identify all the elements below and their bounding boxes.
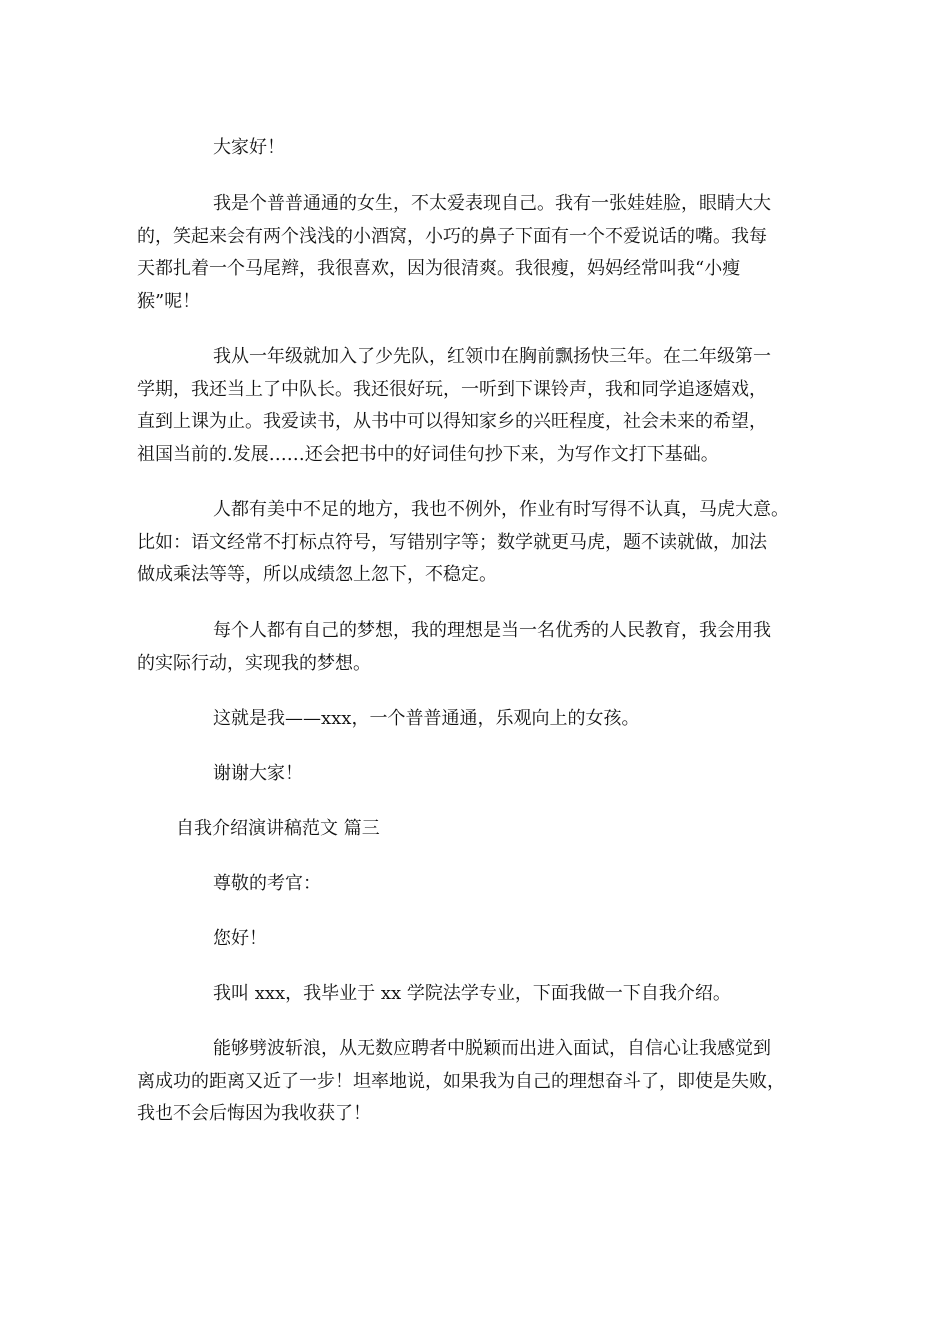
text-line: 的实际行动，实现我的梦想。	[137, 652, 371, 674]
text-line: 直到上课为止。我爱读书，从书中可以得知家乡的兴旺程度，社会未来的希望，	[137, 411, 767, 432]
text-line: 尊敬的考官：	[213, 873, 321, 894]
text-line: 人都有美中不足的地方，我也不例外，作业有时写得不认真，马虎大意。	[213, 499, 789, 520]
text-line: 每个人都有自己的梦想，我的理想是当一名优秀的人民教育，我会用我	[213, 620, 771, 641]
text-line: 我是个普普通通的女生，不太爱表现自己。我有一张娃娃脸，眼睛大大	[213, 193, 771, 214]
paragraph-appearance	[137, 188, 820, 318]
text-line: 这就是我——xxx，一个普普通通，乐观向上的女孩。	[213, 708, 640, 729]
paragraph-school-life	[137, 341, 820, 471]
paragraph-greeting	[137, 132, 820, 165]
paragraph-introduction	[137, 978, 820, 1011]
text-line: 能够劈波斩浪，从无数应聘者中脱颖而出进入面试，自信心让我感觉到	[213, 1038, 771, 1059]
paragraph-thanks	[137, 758, 820, 791]
paragraph-summary	[137, 703, 820, 736]
text-line: 的，笑起来会有两个浅浅的小酒窝，小巧的鼻子下面有一个不爱说话的嘴。我每	[137, 225, 767, 247]
text-line: 学期，我还当上了中队长。我还很好玩，一听到下课铃声，我和同学追逐嬉戏，	[137, 378, 767, 400]
text-line: 您好！	[213, 928, 267, 949]
text-line: 我叫 xxx，我毕业于 xx 学院法学专业，下面我做一下自我介绍。	[213, 983, 731, 1004]
text-line: 大家好！	[213, 137, 285, 158]
text-line: 我也不会后悔因为我收获了！	[137, 1103, 371, 1124]
paragraph-salutation	[137, 868, 820, 901]
paragraph-hello	[137, 923, 820, 956]
text-line: 我从一年级就加入了少先队，红领巾在胸前飘扬快三年。在二年级第一	[213, 346, 771, 367]
text-line: 谢谢大家！	[213, 763, 303, 784]
text-line: 比如：语文经常不打标点符号，写错别字等；数学就更马虎，题不读就做，加法	[137, 531, 767, 553]
paragraph-dream	[137, 615, 820, 680]
text-line: 猴”呢！	[137, 290, 201, 312]
paragraph-confidence	[137, 1033, 820, 1131]
text-line: 离成功的距离又近了一步！坦率地说，如果我为自己的理想奋斗了，即使是失败，	[137, 1070, 785, 1092]
text-line: 祖国当前的.发展……还会把书中的好词佳句抄下来，为写作文打下基础。	[137, 443, 719, 465]
section-heading: 自我介绍演讲稿范文 篇三	[176, 818, 380, 839]
text-line: 天都扎着一个马尾辫，我很喜欢，因为很清爽。我很瘦，妈妈经常叫我“小瘦	[137, 258, 741, 279]
paragraph-shortcomings	[137, 494, 820, 592]
text-line: 做成乘法等等，所以成绩忽上忽下，不稳定。	[137, 564, 497, 585]
